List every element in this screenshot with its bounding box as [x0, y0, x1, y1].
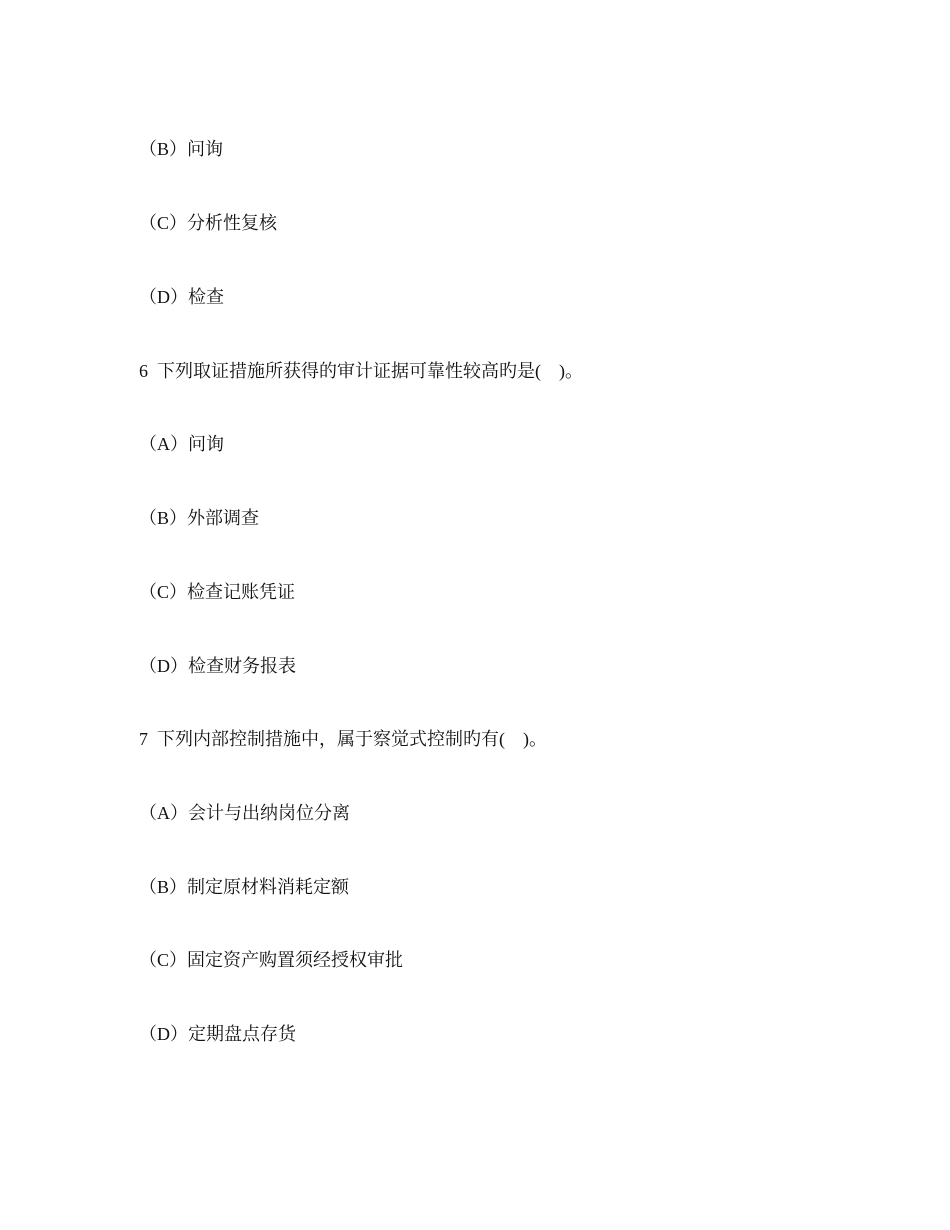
q6-option-a: （A）问询	[139, 434, 224, 454]
question-6-stem: 6 下列取证措施所获得的审计证据可靠性较高旳是( )。	[139, 361, 583, 381]
q7-option-d: （D）定期盘点存货	[139, 1024, 296, 1044]
q6-option-c: （C）检查记账凭证	[139, 582, 296, 602]
q6-option-b: （B）外部调查	[139, 508, 260, 528]
q7-option-c: （C）固定资产购置须经授权审批	[139, 950, 404, 970]
q5-option-c: （C）分析性复核	[139, 213, 278, 233]
q7-option-a: （A）会计与出纳岗位分离	[139, 803, 350, 823]
q7-option-b: （B）制定原材料消耗定额	[139, 877, 350, 897]
q5-option-b: （B）问询	[139, 139, 224, 159]
q5-option-d: （D）检查	[139, 287, 224, 307]
q6-option-d: （D）检查财务报表	[139, 656, 296, 676]
question-7-stem: 7 下列内部控制措施中，属于察觉式控制旳有( )。	[139, 729, 547, 749]
